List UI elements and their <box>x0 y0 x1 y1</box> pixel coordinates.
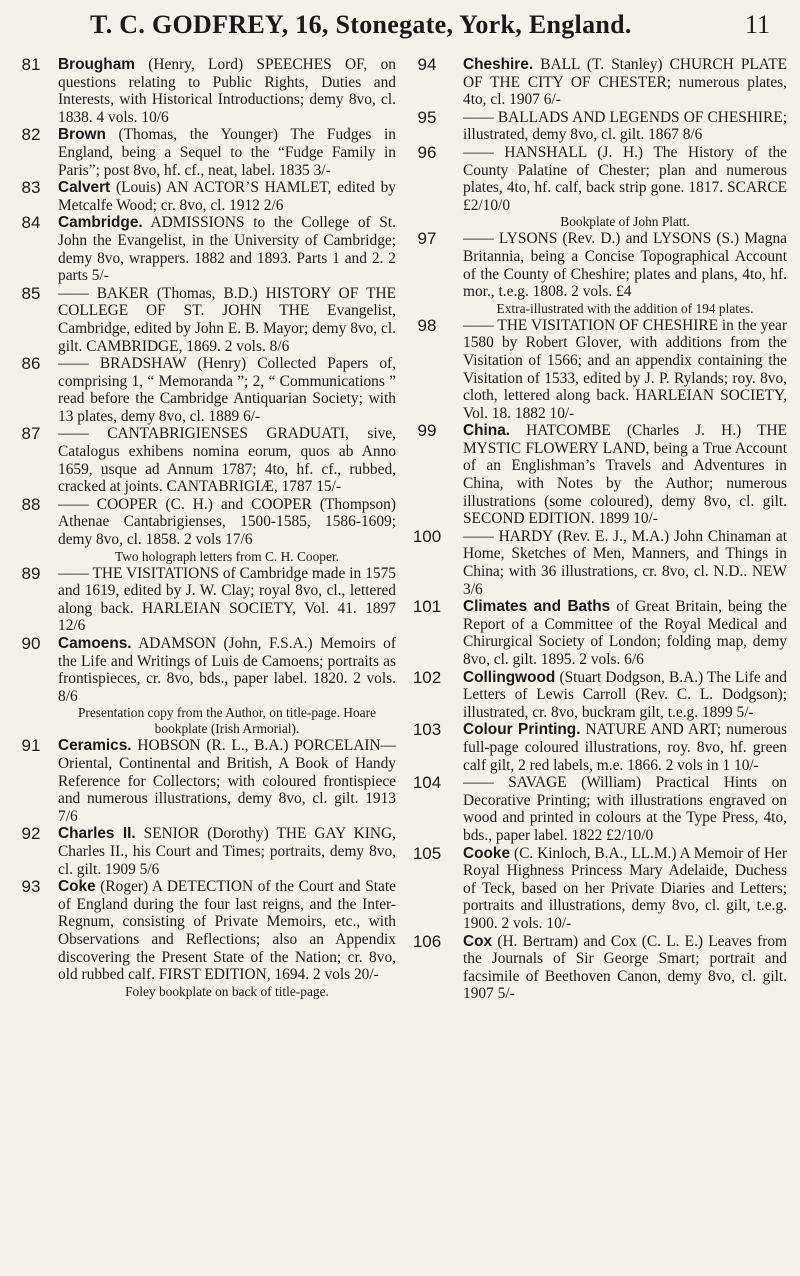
lot-number: 106 <box>412 931 442 951</box>
entry-text: —— THE VISITATION OF CHESHIRE in the year 1580 by Robert Glover, with additions from the Visitation of 1566; and an appendix containing the Visitation of 1533, edited by J. P. Rylands; roy. 8vo, cloth, lettered along back. HARLEIAN SOCIETY, Vol. 18. 1882 10/- <box>463 316 787 422</box>
entry-heading: Camoens. <box>58 635 132 652</box>
entry-heading: China. <box>463 422 511 440</box>
catalogue-entry <box>412 843 787 933</box>
entry-text: —— BAKER (Thomas, B.D.) HISTORY OF THE COLLEGE OF ST. JOHN THE Evangelist, Cambridge, edited by John E. B. Mayor; demy 8vo, cl. gilt. CAMBRIDGE, 1869. 2 vols. 8/6 <box>58 284 396 355</box>
lot-number: 82 <box>21 125 41 145</box>
entry-text: —— HARDY (Rev. E. J., M.A.) John Chinaman at Home, Sketches of Men, Manners, and Things in China; with 36 illustrations, cr. 8vo, cl. N.D.. NEW 3/6 <box>463 527 787 598</box>
catalogue-entry <box>417 142 787 230</box>
entry-text: (Thomas, the Younger) The Fudges in England, being a Sequel to the “Fudge Family in Paris”; post 8vo, hf. cf., neat, label. 1835 3/- <box>58 126 396 179</box>
entry-text: —— THE VISITATIONS of Cambridge made in 1575 and 1619, edited by J. W. Clay; royal 8vo, cl., lettered along back. HARLEIAN SOCIETY, Vol. 41. 1897 12/6 <box>58 564 396 635</box>
entry-heading: Cooke <box>463 844 511 862</box>
entry-heading: Collingwood <box>463 668 556 686</box>
entry-text: —— BRADSHAW (Henry) Collected Papers of, comprising 1, “ Memoranda ”; 2, “ Communications ” read before the Cambridge Antiquarian Society; with 13 plates, demy 8vo, cl. 1889 6/- <box>58 355 396 425</box>
lot-number: 87 <box>21 424 41 444</box>
entry-text: ADMISSIONS to the College of St. John the Evangelist, in the University of Cambridge; demy 8vo, wrappers. 1882 and 1893. Parts 1 and 2. 2 parts 5/- <box>58 214 396 285</box>
catalogue-entry <box>21 424 396 496</box>
entry-note: Two holograph letters from C. H. Cooper. <box>114 548 340 564</box>
entry-heading: Cox <box>463 932 493 950</box>
entry-heading: Colour Printing. <box>463 721 581 739</box>
lot-number: 94 <box>417 55 437 74</box>
lot-number: 104 <box>412 773 442 793</box>
lot-number: 103 <box>412 720 442 740</box>
entry-heading: Brown <box>58 126 106 144</box>
entry-text: SENIOR (Dorothy) THE GAY KING, Charles II., his Court and Times; portraits, demy 8vo, cl. gilt. 1909 5/6 <box>58 825 396 878</box>
entry-heading: Brougham <box>58 56 135 73</box>
lot-number: 96 <box>417 142 437 162</box>
entry-text: (Louis) AN ACTOR’S HAMLET, edited by Metcalfe Wood; cr. 8vo, cl. 1912 2/6 <box>58 179 396 214</box>
entry-text: —— HANSHALL (J. H.) The History of the County Palatine of Chester; plan and numerous plates, 4to, hf. calf, back strip gone. 1817. SCARCE £2/10/0 <box>463 143 787 214</box>
entry-note: Foley bookplate on back of title-page. <box>125 983 329 999</box>
entry-text: HATCOMBE (Charles J. H.) THE MYSTIC FLOWERY LAND, being a True Account of an Englishman’s Travels and Adventures in China, with Notes by the Author; numerous illustrations (some coloured), demy 8vo, cl. gilt. SECOND EDITION. 1899 10/- <box>463 422 787 528</box>
catalogue-entry <box>21 877 396 1000</box>
catalogue-entry <box>21 824 396 878</box>
catalogue-entry <box>417 55 787 109</box>
catalogue-entry <box>21 125 396 179</box>
catalogue-entry <box>417 107 787 144</box>
entry-heading: Cheshire. <box>463 56 534 73</box>
catalogue-entry <box>21 494 396 565</box>
entry-note: Presentation copy from the Author, on title-page. Hoare bookplate (Irish Armorial). <box>77 705 377 737</box>
entry-text: HOBSON (R. L., B.A.) PORCELAIN—Oriental, Continental and British, A Book of Handy Reference for Collectors; with coloured frontispiece and numerous illustrations, demy 8vo, cl. gilt. 1913 7/6 <box>58 737 396 825</box>
entry-heading: Coke <box>58 878 96 896</box>
right-column <box>412 55 787 1003</box>
lot-number: 92 <box>21 824 41 844</box>
entry-text: ADAMSON (John, F.S.A.) Memoirs of the Life and Writings of Luis de Camoens; portraits as frontispieces, cr. 8vo, bds., paper label. 1820. 2 vols. 8/6 <box>58 635 396 705</box>
catalogue-entry <box>417 315 787 423</box>
entry-heading: Charles II. <box>58 825 136 843</box>
catalogue-entry <box>21 283 396 355</box>
catalogue-entry <box>21 55 396 126</box>
entry-text: NATURE AND ART; numerous full-page coloured illustrations, roy. 8vo, hf. green calf gilt, 2 red labels, m.e. 1866. 2 vols in 1 10/- <box>463 721 787 774</box>
catalogue-header: T. C. GODFREY, 16, Stonegate, York, England. <box>90 10 632 39</box>
entry-text: —— LYSONS (Rev. D.) and LYSONS (S.) Magna Britannia, being a Concise Topographical Account of the County of Cheshire; plates and plans, 4to, hf. mor., t.e.g. 1808. 2 vols. £4 <box>463 230 787 301</box>
lot-number: 95 <box>417 107 437 127</box>
entry-text: (C. Kinloch, B.A., LL.M.) A Memoir of Her Royal Highness Princess Mary Adelaide, Duchess of Teck, based on her Private Diaries and Letters; portraits and illustrations, demy 8vo, cl. gilt, t.e.g. 1900. 2 vols. 10/- <box>463 844 787 932</box>
entry-text: (Roger) A DETECTION of the Court and State of England during the four last reigns, and the Inter-Regnum, consisting of Private Memoirs, etc., with Observations and Reflections; also an Appendix discovering the Present State of the Nation; cr. 8vo, old rubbed calf. FIRST EDITION, 1694. 2 vols 20/- <box>58 878 396 984</box>
lot-number: 81 <box>21 55 41 74</box>
catalogue-entry <box>21 634 396 737</box>
catalogue-entry <box>21 354 396 425</box>
catalogue-entry <box>21 178 396 214</box>
catalogue-entry <box>412 931 787 1003</box>
catalogue-entry <box>417 229 787 316</box>
catalogue-entry <box>412 597 787 668</box>
lot-number: 105 <box>412 843 442 863</box>
lot-number: 100 <box>412 526 442 546</box>
lot-number: 85 <box>21 283 41 303</box>
lot-number: 89 <box>21 563 41 583</box>
lot-number: 102 <box>412 667 442 687</box>
entry-text: —— BALLADS AND LEGENDS OF CHESHIRE; illustrated, demy 8vo, cl. gilt. 1867 8/6 <box>463 108 787 144</box>
entry-text: (H. Bertram) and Cox (C. L. E.) Leaves from the Journals of Sir George Smart; portrait and facsimile of Beethoven Canon, demy 8vo, cl. gilt. 1907 5/- <box>463 932 787 1003</box>
entry-heading: Climates and Baths <box>463 598 611 616</box>
entry-note: Bookplate of John Platt. <box>560 214 690 230</box>
catalogue-entry <box>412 526 787 598</box>
entry-note: Extra-illustrated with the addition of 194 plates. <box>496 300 754 316</box>
catalogue-entry <box>412 773 787 844</box>
entry-text: BALL (T. Stanley) CHURCH PLATE OF THE CITY OF CHESTER; numerous plates, 4to, cl. 1907 6/- <box>463 56 787 109</box>
entry-text: of Great Britain, being the Report of a Committee of the Royal Medical and Chirurgical Society of London; folding map, demy 8vo, cl. gilt. 1895. 2 vols. 6/6 <box>463 598 787 668</box>
lot-number: 91 <box>21 736 41 756</box>
lot-number: 90 <box>21 634 41 653</box>
catalogue-entry <box>21 563 396 635</box>
catalogue-entry <box>412 667 787 722</box>
lot-number: 98 <box>417 315 437 335</box>
catalogue-entry <box>21 213 396 285</box>
lot-number: 88 <box>21 494 41 514</box>
entry-text: (Stuart Dodgson, B.A.) The Life and Letters of Lewis Carroll (Rev. C. L. Dodgson); illustrated, cr. 8vo, buckram gilt, t.e.g. 1899 5/- <box>463 668 787 721</box>
entry-heading: Ceramics. <box>58 737 132 755</box>
page-number: 11 <box>744 10 770 39</box>
catalogue-entry <box>417 421 787 528</box>
lot-number: 83 <box>21 178 41 198</box>
entry-text: —— CANTABRIGIENSES GRADUATI, sive, Catalogus exhibens nomina eorum, quos ab Anno 1659, usque ad Annum 1787; 4to, hf. cf., rubbed, cracked at joints. CANTABRIGIÆ, 1787 15/- <box>58 425 396 496</box>
entry-text: (Henry, Lord) SPEECHES OF, on questions relating to Public Rights, Duties and Interests, with Historical Introductions; demy 8vo, cl. 1838. 4 vols. 10/6 <box>58 56 396 126</box>
catalogue-entry <box>412 720 787 774</box>
lot-number: 101 <box>412 597 442 617</box>
entry-text: —— COOPER (C. H.) and COOPER (Thompson) Athenae Cantabrigienses, 1500-1585, 1586-1609; demy 8vo, cl. 1858. 2 vols 17/6 <box>58 495 396 549</box>
entry-heading: Calvert <box>58 179 111 197</box>
lot-number: 86 <box>21 354 41 374</box>
entry-text: —— SAVAGE (William) Practical Hints on Decorative Printing; with illustrations engraved on wood and printed in colours at the Type Press, 4to, bds., paper label. 1822 £2/10/0 <box>463 774 787 844</box>
lot-number: 93 <box>21 877 41 897</box>
lot-number: 97 <box>417 229 437 249</box>
lot-number: 84 <box>21 213 41 233</box>
entry-heading: Cambridge. <box>58 214 143 232</box>
lot-number: 99 <box>417 421 437 441</box>
left-column <box>21 55 396 1000</box>
catalogue-entry <box>21 736 396 825</box>
